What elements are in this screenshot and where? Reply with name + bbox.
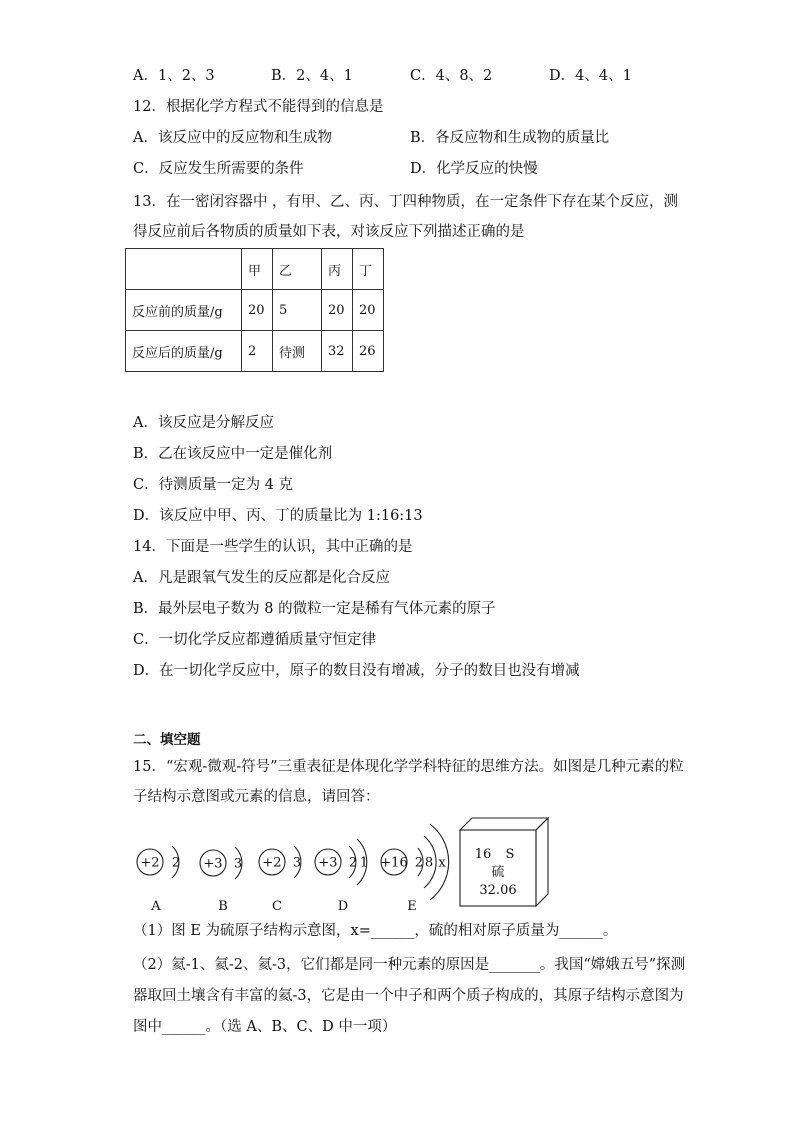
table-cell: 反应前的质量/g xyxy=(126,290,242,331)
atom-label: D xyxy=(337,899,349,914)
q13-option-d: D．该反应中甲、丙、丁的质量比为 1:16:13 xyxy=(133,508,423,524)
nucleus-label: +2 xyxy=(262,855,282,871)
q11-option-a: A．1、2、3 xyxy=(133,68,215,84)
q15-stem-line1: 15．“宏观-微观-符号”三重表征是体现化学学科特征的思维方法。如图是几种元素的粒 xyxy=(133,759,684,775)
table-header-cell: 丁 xyxy=(353,249,384,290)
table-row xyxy=(126,290,384,331)
table-cell: 反应后的质量/g xyxy=(126,331,242,372)
q14-option-c: C．一切化学反应都遵循质量守恒定律 xyxy=(133,632,377,648)
shell-count: x xyxy=(438,855,446,871)
q11-option-c: C．4、8、2 xyxy=(410,68,493,84)
q13-option-b: B．乙在该反应中一定是催化剂 xyxy=(133,446,333,462)
q11-option-b: B．2、4、1 xyxy=(271,68,353,84)
table-header-cell: 乙 xyxy=(273,249,322,290)
element-symbol: S xyxy=(505,847,515,862)
atom-label: C xyxy=(272,899,282,914)
q13-stem-line2: 得反应前后各物质的质量如下表，对该反应下列描述正确的是 xyxy=(133,224,525,240)
table-header-cell: 甲 xyxy=(242,249,273,290)
table-cell: 2 xyxy=(242,331,273,372)
q12-option-d: D．化学反应的快慢 xyxy=(410,161,538,177)
atomic-structure-diagram xyxy=(120,812,560,918)
section-heading: 二、填空题 xyxy=(133,732,201,748)
q12-option-c: C．反应发生所需要的条件 xyxy=(133,161,304,177)
atom-label: B xyxy=(218,899,228,914)
shell-count: 2 xyxy=(171,855,181,871)
shell-count: 2 xyxy=(348,855,358,871)
element-card-top xyxy=(460,818,548,830)
q14-option-a: A．凡是跟氧气发生的反应都是化合反应 xyxy=(133,570,390,586)
atom-label: A xyxy=(151,899,161,914)
q12-option-b: B．各反应物和生成物的质量比 xyxy=(410,130,610,146)
mass-table xyxy=(125,248,384,372)
element-card-side xyxy=(536,818,548,906)
q13-option-c: C．待测质量一定为 4 克 xyxy=(133,477,294,493)
q12-option-a: A．该反应中的反应物和生成物 xyxy=(133,130,332,146)
shell-count: 3 xyxy=(292,855,302,871)
atom-label: E xyxy=(407,899,417,914)
q15-part2-line3: 图中______。（选 A、B、C、D 中一项） xyxy=(133,1019,397,1035)
table-cell: 20 xyxy=(322,290,353,331)
q15-part1: （1）图 E 为硫原子结构示意图，x=______，硫的相对原子质量为______。 xyxy=(133,923,618,939)
table-cell: 26 xyxy=(353,331,384,372)
table-cell: 20 xyxy=(242,290,273,331)
table-row xyxy=(126,331,384,372)
table-cell: 20 xyxy=(353,290,384,331)
element-atomic-mass: 32.06 xyxy=(479,883,517,898)
table-cell: 32 xyxy=(322,331,353,372)
q14-option-d: D．在一切化学反应中，原子的数目没有增减，分子的数目也没有增减 xyxy=(133,663,580,679)
element-name: 硫 xyxy=(491,865,505,880)
table-cell: 5 xyxy=(273,290,322,331)
shell-count: 8 xyxy=(424,855,434,871)
q15-part2-line1: （2）氦-1、氦-2、氦-3，它们都是同一种元素的原因是_______。我国“嫦娥五号”探测 xyxy=(133,957,686,973)
table-header-row xyxy=(126,249,384,290)
q12-stem: 12．根据化学方程式不能得到的信息是 xyxy=(133,99,384,115)
q11-option-d: D．4、4、1 xyxy=(549,68,632,84)
table-header-cell: 丙 xyxy=(322,249,353,290)
element-atomic-number: 16 xyxy=(474,847,492,862)
q15-stem-line2: 子结构示意图或元素的信息，请回答： xyxy=(133,789,380,805)
q13-option-a: A．该反应是分解反应 xyxy=(133,415,274,431)
shell-count: 3 xyxy=(233,856,243,872)
shell-count: 1 xyxy=(359,855,369,871)
q13-stem-line1: 13．在一密闭容器中 ，有甲、乙、丙、丁四种物质，在一定条件下存在某个反应，测 xyxy=(133,194,679,210)
nucleus-label: +3 xyxy=(318,855,338,871)
nucleus-label: +3 xyxy=(203,856,223,872)
q15-part2-line2: 器取回土壤含有丰富的氦-3，它是由一个中子和两个质子构成的，其原子结构示意图为 xyxy=(133,988,684,1004)
shell-count: 2 xyxy=(414,855,424,871)
nucleus-label: +16 xyxy=(380,855,408,871)
nucleus-label: +2 xyxy=(140,855,160,871)
q14-stem: 14．下面是一些学生的认识，其中正确的是 xyxy=(133,539,413,555)
table-cell xyxy=(126,249,242,290)
table-cell: 待测 xyxy=(273,331,322,372)
q14-option-b: B．最外层电子数为 8 的微粒一定是稀有气体元素的原子 xyxy=(133,601,496,617)
